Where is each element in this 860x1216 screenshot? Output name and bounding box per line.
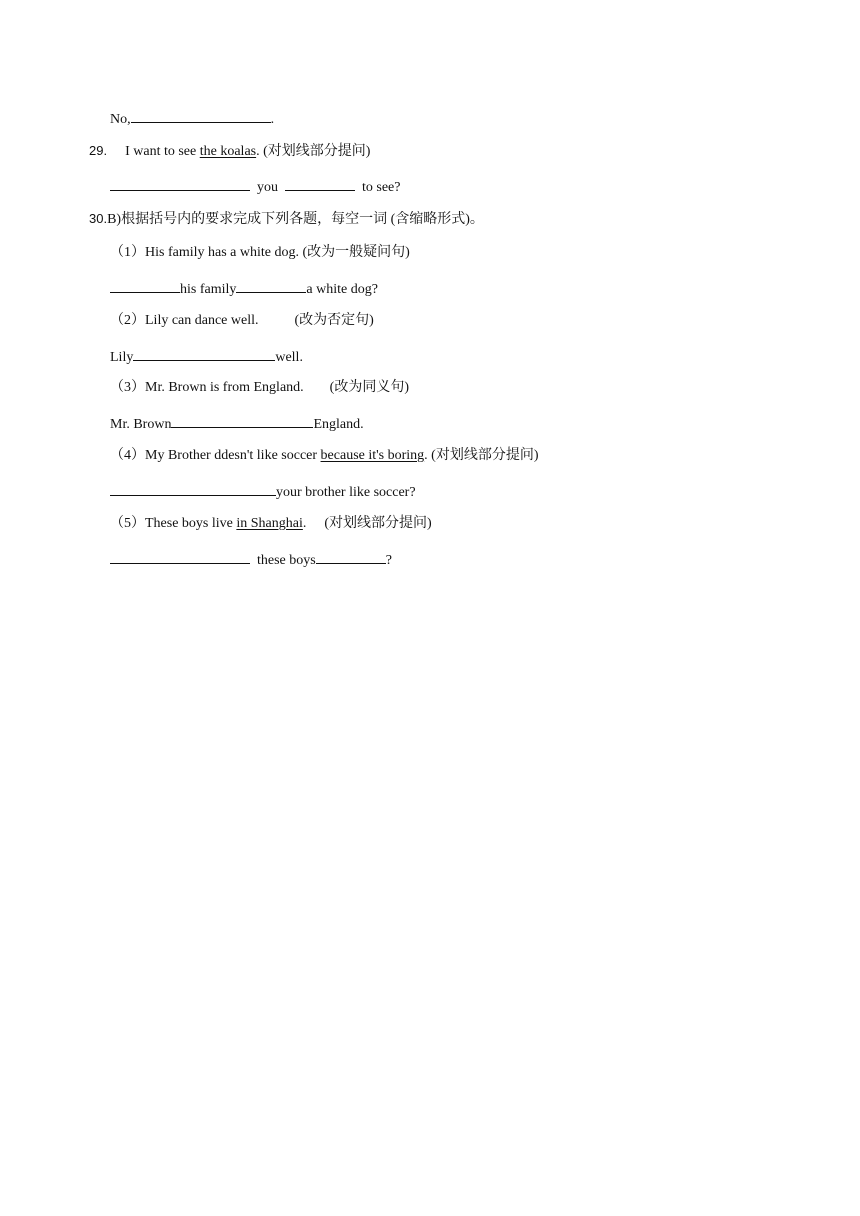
q28-suffix: .	[270, 112, 275, 127]
q30-item-2-answer-end: well.	[275, 350, 303, 365]
q30-item-3	[103, 361, 409, 397]
q30-item-4-blank[interactable]	[110, 481, 276, 496]
q30-item-1-sentence: His family has a white dog.	[145, 245, 299, 260]
q30-item-3-answer-end: England.	[313, 417, 364, 432]
q30-item-5-blank-2[interactable]	[316, 549, 386, 564]
q30-item-4-note: (对划线部分提问)	[431, 448, 539, 463]
q30-item-5	[103, 497, 432, 533]
q30-item-2-sentence: Lily can dance well.	[145, 313, 259, 328]
q30-item-2	[103, 294, 374, 330]
q29-blank-1[interactable]	[110, 176, 250, 191]
q30-item-2-blank[interactable]	[133, 346, 275, 361]
q30-item-1-blank-2[interactable]	[236, 278, 306, 293]
q30-item-5-underlined: in Shanghai	[236, 516, 303, 531]
q30-item-2-answer-start: Lily	[110, 350, 134, 365]
q30-item-1-note: (改为一般疑问句)	[302, 245, 410, 260]
q30-item-4	[103, 429, 538, 465]
q30-item-3-label: （3）	[110, 380, 145, 395]
q29-number: 29.	[89, 143, 108, 158]
q30-item-3-note: (改为同义句)	[329, 380, 409, 395]
q30-item-1-answer-end: a white dog?	[306, 282, 378, 297]
q30-item-3-blank[interactable]	[171, 413, 313, 428]
q29-answer-mid: you	[257, 180, 278, 195]
q29-text-before: I want to see	[125, 144, 200, 159]
q30-item-5-sentence-before: These boys live	[145, 516, 237, 531]
q30-item-5-answer-end: ?	[385, 553, 392, 568]
q30-item-3-sentence: Mr. Brown is from England.	[145, 380, 304, 395]
q30-item-1-blank-1[interactable]	[110, 278, 180, 293]
q30-item-4-sentence-before: My Brother ddesn't like soccer	[145, 448, 321, 463]
q30-number: 30.	[89, 211, 108, 226]
q30-item-5-answer-mid: these boys	[257, 553, 316, 568]
q30-item-5-note: (对划线部分提问)	[324, 516, 432, 531]
q29-text-after: . (对划线部分提问)	[256, 144, 371, 159]
q30-item-4-sentence-after: .	[424, 448, 428, 463]
q30-item-4-label: （4）	[110, 448, 145, 463]
q29-question	[82, 124, 370, 161]
q30-item-5-blank-1[interactable]	[110, 549, 250, 564]
q30-item-5-sentence-after: .	[302, 516, 307, 531]
q29-answer-end: to see?	[362, 180, 401, 195]
q29-underlined: the koalas	[199, 144, 257, 159]
q30-item-5-answer	[103, 531, 392, 570]
q30-item-2-label: （2）	[110, 313, 145, 328]
q30-item-1-label: （1）	[110, 245, 145, 260]
q30-item-3-answer-start: Mr. Brown	[110, 417, 172, 432]
q28-prefix: No,	[110, 112, 131, 127]
q29-blank-2[interactable]	[285, 176, 355, 191]
q30-item-2-note: (改为否定句)	[294, 313, 374, 328]
q30-instruction: B)根据括号内的要求完成下列各题，每空一词 (含缩略形式)。	[107, 212, 484, 227]
q30-item-4-underlined: because it's boring	[320, 448, 425, 463]
q30-item-4-answer-end: your brother like soccer?	[276, 485, 416, 500]
q28-blank[interactable]	[131, 108, 271, 123]
q30-item-5-label: （5）	[110, 516, 145, 531]
q30-item-1-answer-mid: his family	[180, 282, 237, 297]
q30-item-1	[103, 226, 410, 262]
q30-heading	[82, 192, 484, 229]
